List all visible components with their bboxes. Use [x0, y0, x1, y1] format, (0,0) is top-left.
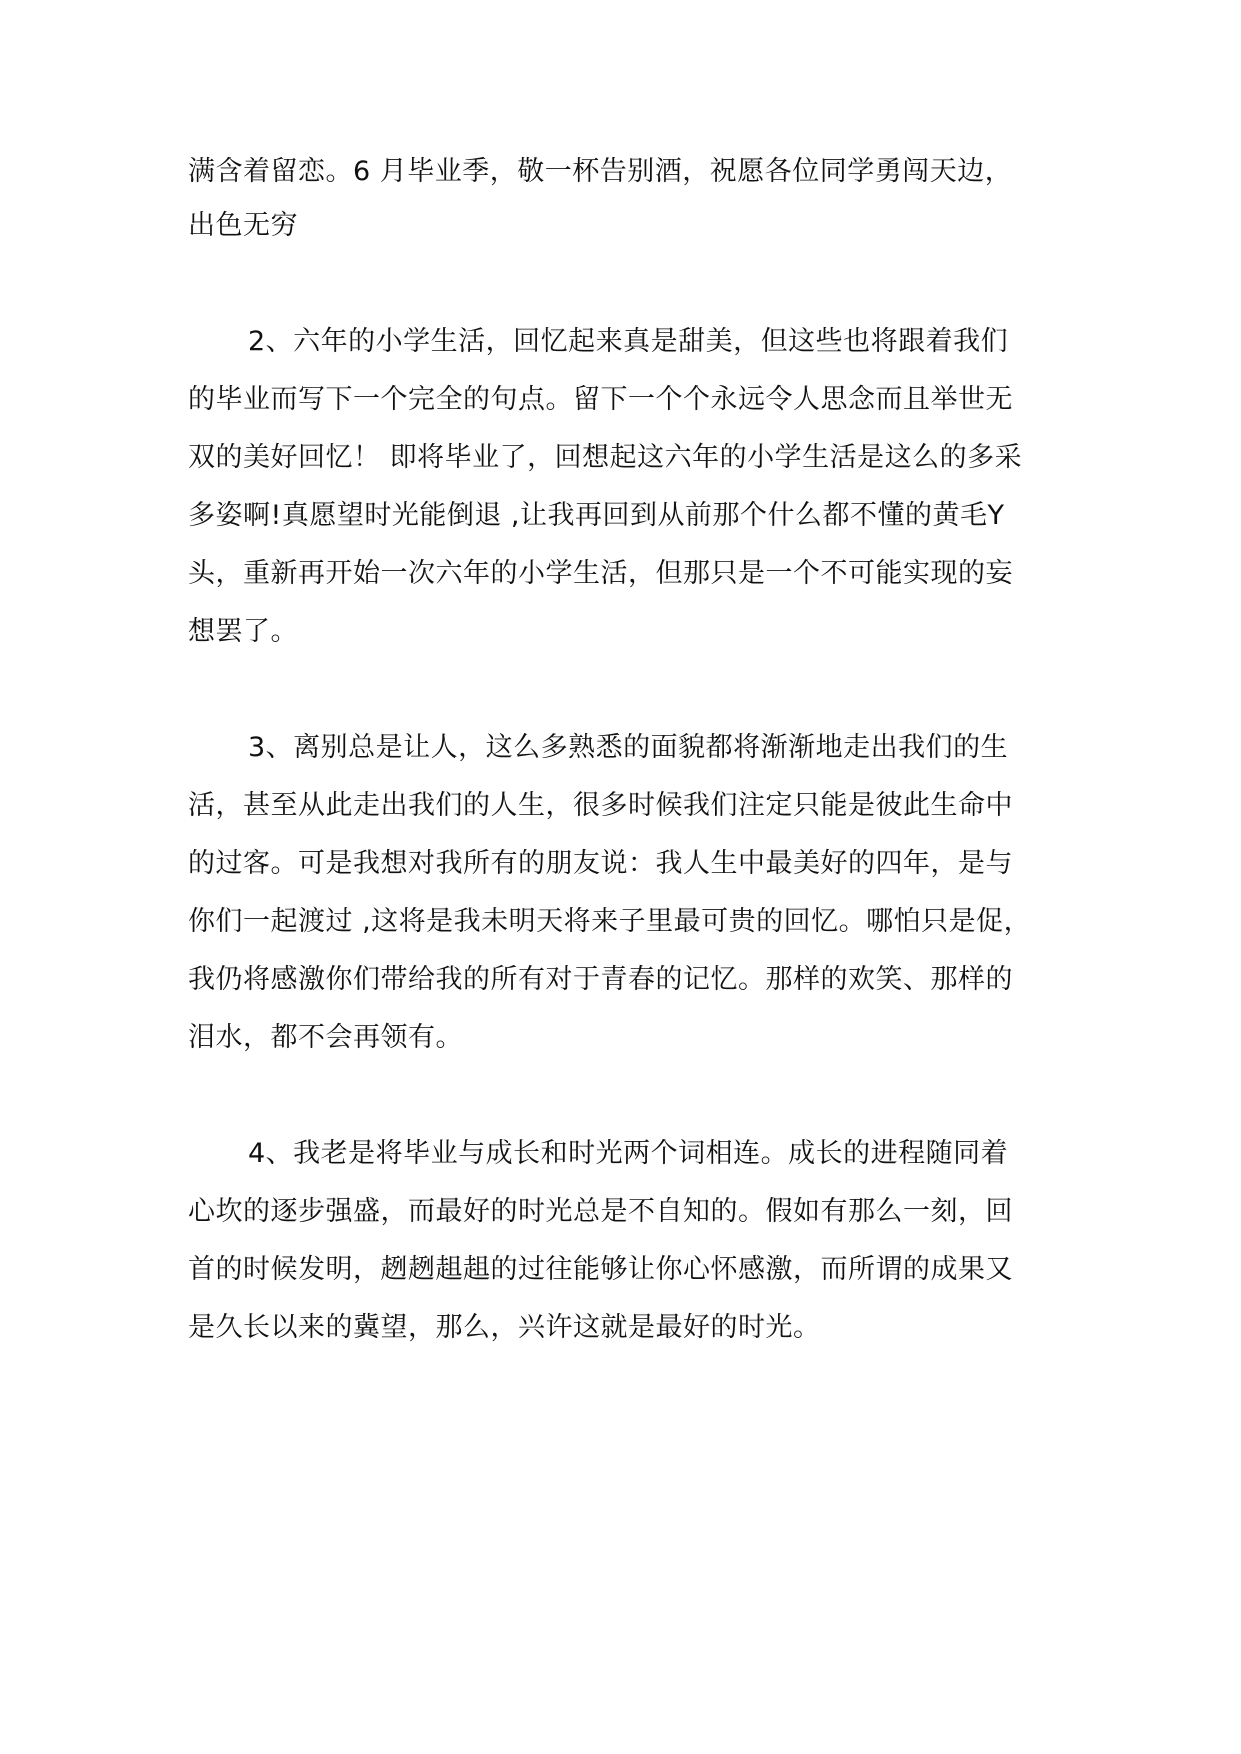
text-line: 的毕业而写下一个完全的句点。留下一个个永远令人思念而且举世无 — [188, 384, 1013, 415]
text-line: 泪水，都不会再领有。 — [188, 1022, 463, 1053]
text-line: 是久长以来的冀望，那么，兴许这就是最好的时光。 — [188, 1312, 821, 1343]
text-line: 活，甚至从此走出我们的人生，很多时候我们注定只能是彼此生命中 — [188, 790, 1013, 821]
text-line: 4、我老是将毕业与成长和时光两个词相连。成长的进程随同着 — [248, 1138, 1009, 1169]
text-line: 心坎的逐步强盛，而最好的时光总是不自知的。假如有那么一刻，回 — [188, 1196, 1013, 1227]
text-line: 2、六年的小学生活，回忆起来真是甜美，但这些也将跟着我们 — [248, 326, 1009, 357]
text-line: 出色无穷 — [188, 210, 298, 241]
text-line: 首的时候发明，趔趔趄趄的过往能够让你心怀感激，而所谓的成果又 — [188, 1254, 1013, 1285]
text-line: 想罢了。 — [188, 616, 298, 647]
text-line: 双的美好回忆！ 即将毕业了，回想起这六年的小学生活是这么的多采 — [188, 442, 1023, 473]
text-line: 头，重新再开始一次六年的小学生活，但那只是一个不可能实现的妄 — [188, 558, 1013, 589]
text-line: 的过客。可是我想对我所有的朋友说：我人生中最美好的四年，是与 — [188, 848, 1013, 879]
text-line: 满含着留恋。6 月毕业季，敬一杯告别酒，祝愿各位同学勇闯天边， — [188, 156, 1013, 187]
text-line: 我仍将感激你们带给我的所有对于青春的记忆。那样的欢笑、那样的 — [188, 964, 1013, 995]
text-line: 多姿啊!真愿望时光能倒退 ,让我再回到从前那个什么都不懂的黄毛Y — [188, 500, 1005, 531]
text-line: 3、离别总是让人，这么多熟悉的面貌都将渐渐地走出我们的生 — [248, 732, 1009, 763]
text-line: 你们一起渡过 ,这将是我未明天将来子里最可贵的回忆。哪怕只是促， — [188, 906, 1032, 937]
